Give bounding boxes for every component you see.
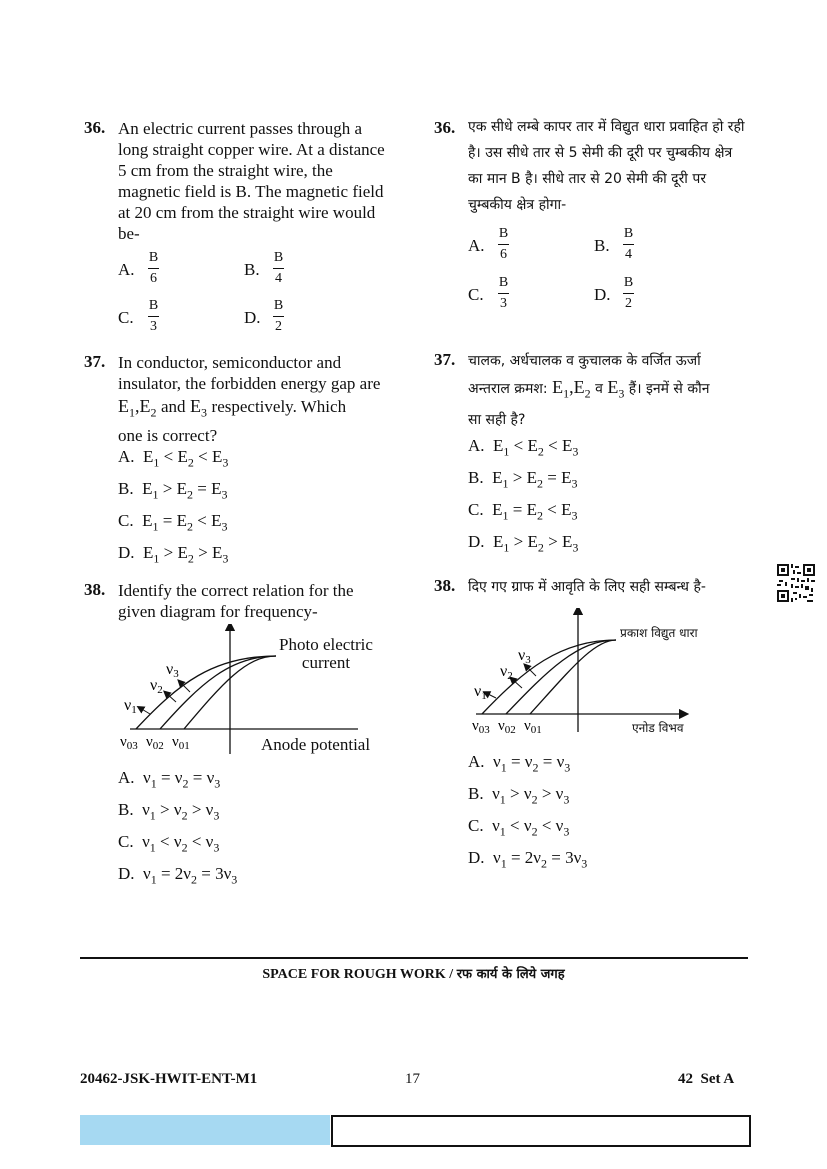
set-label: 42 Set A (678, 1071, 735, 1087)
curve-label: प्रकाश विद्युत धारा (620, 626, 698, 640)
paper-code: 20462-JSK-HWIT-ENT-M1 (80, 1071, 258, 1087)
question-number: 38. (434, 576, 456, 595)
label-v3: ν3 (166, 661, 179, 680)
question-number: 36. (434, 118, 456, 137)
option-d-fraction: B 2 (273, 298, 284, 334)
option-a: A. $\nu_1 = \nu_2 = \nu_3$ (468, 752, 571, 775)
option-d: D. $E_1 > E_2 > E_3$ (118, 543, 229, 566)
page-number: 17 (405, 1071, 420, 1087)
option-c: C. (118, 308, 134, 327)
label-v02: $\nu_{02}$ (146, 734, 164, 752)
option-a: A. (468, 236, 485, 255)
label-v03: $\nu_{03}$ (120, 734, 138, 752)
question-38-hi (434, 576, 754, 876)
label-v2: ν2 (150, 677, 163, 696)
label-v02: $\nu_{02}$ (498, 718, 516, 736)
x-axis-label: Anode potential (261, 735, 371, 754)
question-text: दिए गए ग्राफ में आवृति के लिए सही सम्बन्ध है- (468, 579, 706, 595)
option-a-fraction: B 6 (498, 226, 509, 262)
option-d: D. $\nu_1 = 2\nu_2 = 3\nu_3$ (468, 848, 588, 871)
option-b: B. $\nu_1 > \nu_2 > \nu_3$ (118, 800, 220, 823)
x-axis-label: एनोड विभव (632, 721, 684, 735)
option-c-fraction: B 3 (498, 275, 509, 311)
option-a-fraction: B 6 (148, 250, 159, 286)
question-36-en (84, 118, 414, 348)
option-c: C. $\nu_1 < \nu_2 < \nu_3$ (118, 832, 220, 855)
option-c: C. $\nu_1 < \nu_2 < \nu_3$ (468, 816, 570, 839)
label-v3: ν3 (518, 647, 531, 666)
option-b: B. $\nu_1 > \nu_2 > \nu_3$ (468, 784, 570, 807)
option-d-fraction: B 2 (623, 275, 634, 311)
label-v1: ν1 (474, 683, 487, 702)
arrow-v1 (486, 693, 496, 698)
arrow-v3 (526, 666, 536, 676)
footer-blue-strip (80, 1115, 330, 1145)
question-text: एक सीधे लम्बे कापर तार में विद्युत धारा प्रवाहित हो रही है। उस सीधे तार से 5 सेमी की दूरी पर चुम्बकीय क्षेत्र का मान B है। सीधे तार से 20 सेमी की दूरी पर चुम्बकीय क्षेत्र होगा- (468, 119, 745, 213)
question-37-hi (434, 350, 754, 565)
question-text: An electric current passes through a long straight copper wire. At a distance 5 cm from the straight wire, the magnetic field is B. The magnetic field at 20 cm from the straight wire would be- (118, 119, 385, 243)
option-d: D. (594, 285, 611, 304)
option-a: A. $E_1 < E_2 < E_3$ (118, 447, 229, 470)
curve-label: Photo electric current (279, 635, 373, 672)
curve-v2 (160, 656, 276, 729)
label-v1: ν1 (124, 697, 137, 716)
question-number: 37. (434, 350, 456, 369)
option-a: A. (118, 260, 135, 279)
option-a: A. $\nu_1 = \nu_2 = \nu_3$ (118, 768, 221, 791)
energy-gap-line: $E_1,E_2$ and $E_3$ respectively. Which (118, 396, 347, 420)
option-c: C. $E_1 = E_2 < E_3$ (468, 500, 578, 523)
rough-work-label: SPACE FOR ROUGH WORK / रफ कार्य के लिये जगह (262, 967, 565, 982)
option-b-fraction: B 4 (623, 226, 634, 262)
question-text: चालक, अर्धचालक व कुचालक के वर्जित ऊर्जा अन्तराल क्रमश: $E_1,E_2$ व $E_3$ हैं। इनमें से कौन सा सही है? (468, 353, 710, 428)
question-text: Identify the correct relation for the given diagram for frequency- (118, 581, 354, 621)
option-b: B. $E_1 > E_2 = E_3$ (118, 479, 228, 502)
option-b-fraction: B 4 (273, 250, 284, 286)
question-37-en (84, 352, 414, 567)
question-number: 38. (84, 580, 106, 599)
footer-blank-box (331, 1115, 751, 1147)
question-number: 37. (84, 352, 106, 371)
option-c: C. (468, 285, 484, 304)
option-d: D. $\nu_1 = 2\nu_2 = 3\nu_3$ (118, 864, 238, 887)
label-v01: $\nu_{01}$ (524, 718, 542, 736)
question-text: In conductor, semiconductor and insulator, the forbidden energy gap are $E_1,E_2$ and $E_3$ respectively. Which one is correct? (118, 352, 418, 446)
option-b: B. (594, 236, 610, 255)
option-a: A. $E_1 < E_2 < E_3$ (468, 436, 579, 459)
option-b: B. (244, 260, 260, 279)
rough-work-divider (80, 957, 748, 959)
option-d: D. (244, 308, 261, 327)
qr-code-icon (777, 564, 815, 602)
option-b: B. $E_1 > E_2 = E_3$ (468, 468, 578, 491)
label-v01: $\nu_{01}$ (172, 734, 190, 752)
question-38-en (84, 580, 414, 890)
option-c: C. $E_1 = E_2 < E_3$ (118, 511, 228, 534)
question-number: 36. (84, 118, 106, 137)
arrow-v1 (140, 708, 150, 714)
label-v03: $\nu_{03}$ (472, 718, 490, 736)
question-36-hi (434, 118, 754, 348)
label-v2: ν2 (500, 663, 513, 682)
option-d: D. $E_1 > E_2 > E_3$ (468, 532, 579, 555)
option-c-fraction: B 3 (148, 298, 159, 334)
